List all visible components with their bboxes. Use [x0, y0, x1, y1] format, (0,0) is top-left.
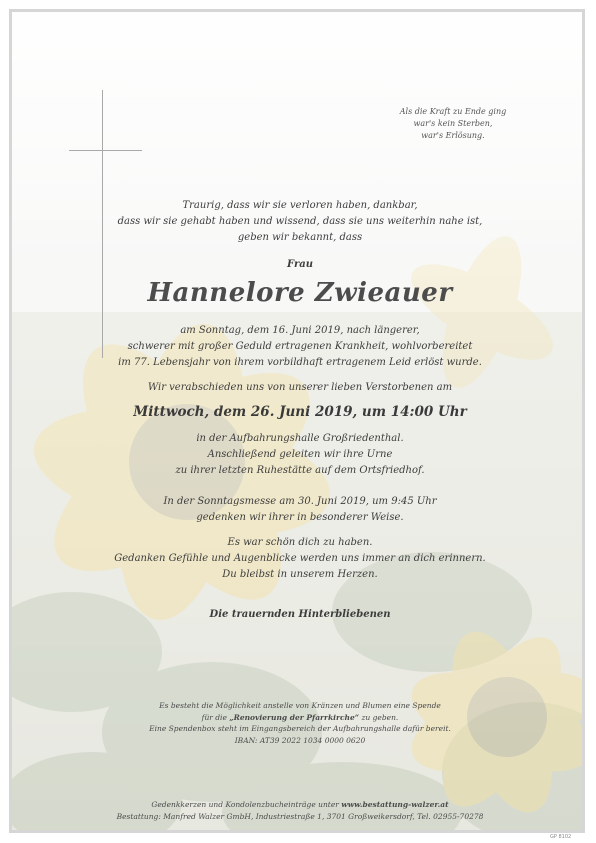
donation-note: Es besteht die Möglichkeit anstelle von Kränzen und Blumen eine Spende für die „Renovierung der Pfarrkirche“ zu geben. Eine Spendenbox steht im Eingangsbereich der Aufbahrungshalle dafür bereit. IBAN: AT39 2022 1034 0000 0620 — [149, 701, 451, 745]
salutation: Frau — [287, 259, 313, 270]
death-text: am Sonntag, dem 16. Juni 2019, nach längerer, schwerer mit großer Geduld ertragenen Krankheit, wohlvorbereitet im 77. Lebensjahr von ihrem vorbildhaft ertragenem Leid erlöst wurde. — [118, 325, 482, 368]
funeral-home-footer: Gedenkkerzen und Kondolenzbucheinträge unter www.bestattung-walzer.at Bestattung: Manfred Walzer GmbH, Industriestraße 1, 3701 Großweikersdorf, Tel. 02955-70278 — [116, 800, 484, 821]
motto: Als die Kraft zu Ende ging war's kein Sterben, war's Erlösung. — [399, 107, 507, 140]
print-code: GP 8102 — [550, 834, 572, 840]
poem: Es war schön dich zu haben. Gedanken Gefühle und Augenblicke werden uns immer an dich erinnern. Du bleibst in unserem Herzen. — [114, 537, 486, 580]
farewell-text: Wir verabschieden uns von unserer lieben Verstorbenen am — [147, 382, 453, 393]
funeral-place: in der Aufbahrungshalle Großriedenthal. Anschließend geleiten wir ihre Urne zu ihrer letzten Ruhestätte auf dem Ortsfriedhof. — [175, 433, 425, 476]
intro-text: Traurig, dass wir sie verloren haben, dankbar, dass wir sie gehabt haben und wissend, dass sie uns weiterhin nahe ist, geben wir bekannt, dass — [117, 200, 483, 243]
mourners-signature: Die trauernden Hinterbliebenen — [209, 609, 391, 620]
notice-frame — [9, 9, 585, 833]
website-link[interactable]: www.bestattung-walzer.at — [341, 800, 449, 809]
funeral-date: Mittwoch, dem 26. Juni 2019, um 14:00 Uhr — [133, 404, 467, 420]
notice-content — [12, 12, 585, 833]
memorial-mass: In der Sonntagsmesse am 30. Juni 2019, um 9:45 Uhr gedenken wir ihrer in besonderer Weise. — [163, 496, 437, 523]
cross-icon-bar — [69, 150, 142, 151]
deceased-name: Hannelore Zwieauer — [147, 278, 453, 308]
